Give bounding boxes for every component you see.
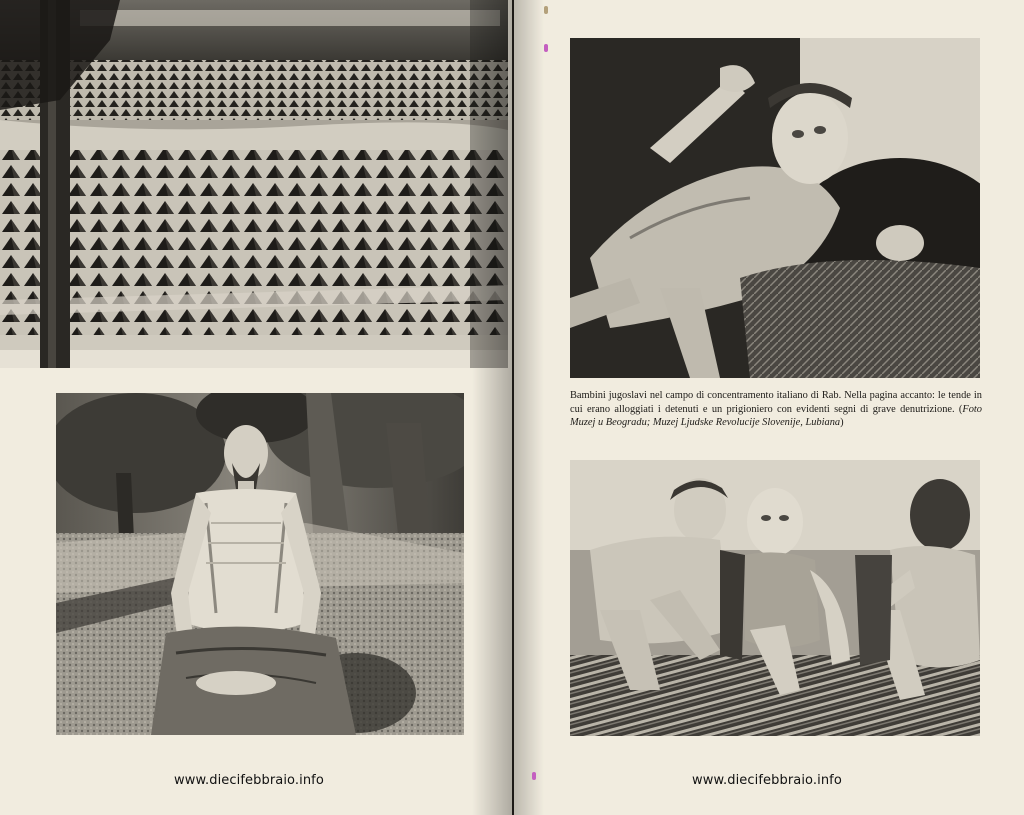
children-photo-bottom	[570, 460, 980, 736]
footer-url: www.diecifebbraio.info	[174, 773, 324, 788]
caption-close: )	[840, 417, 844, 428]
photo-caption	[570, 389, 982, 430]
caption-text: Bambini jugoslavi nel campo di concentramento italiano di Rab. Nella pagina accanto: le tende in cui erano alloggiati i detenuti e un prigioniero con evidenti segni di grave denutrizione. (	[570, 390, 982, 415]
prisoner-photo	[56, 393, 464, 735]
tents-photo	[0, 0, 508, 368]
page-mark	[532, 772, 536, 780]
gutter-shadow	[514, 0, 544, 815]
children-photo-top	[570, 38, 980, 378]
footer-url: www.diecifebbraio.info	[692, 773, 842, 788]
page-mark	[544, 44, 548, 52]
page-mark	[544, 6, 548, 14]
caption-credit: Foto Muzej u Beogradu; Muzej Ljudske Revolucije Slovenije, Lubiana	[570, 403, 982, 428]
right-page	[514, 0, 1024, 815]
gutter-shadow	[472, 0, 512, 815]
